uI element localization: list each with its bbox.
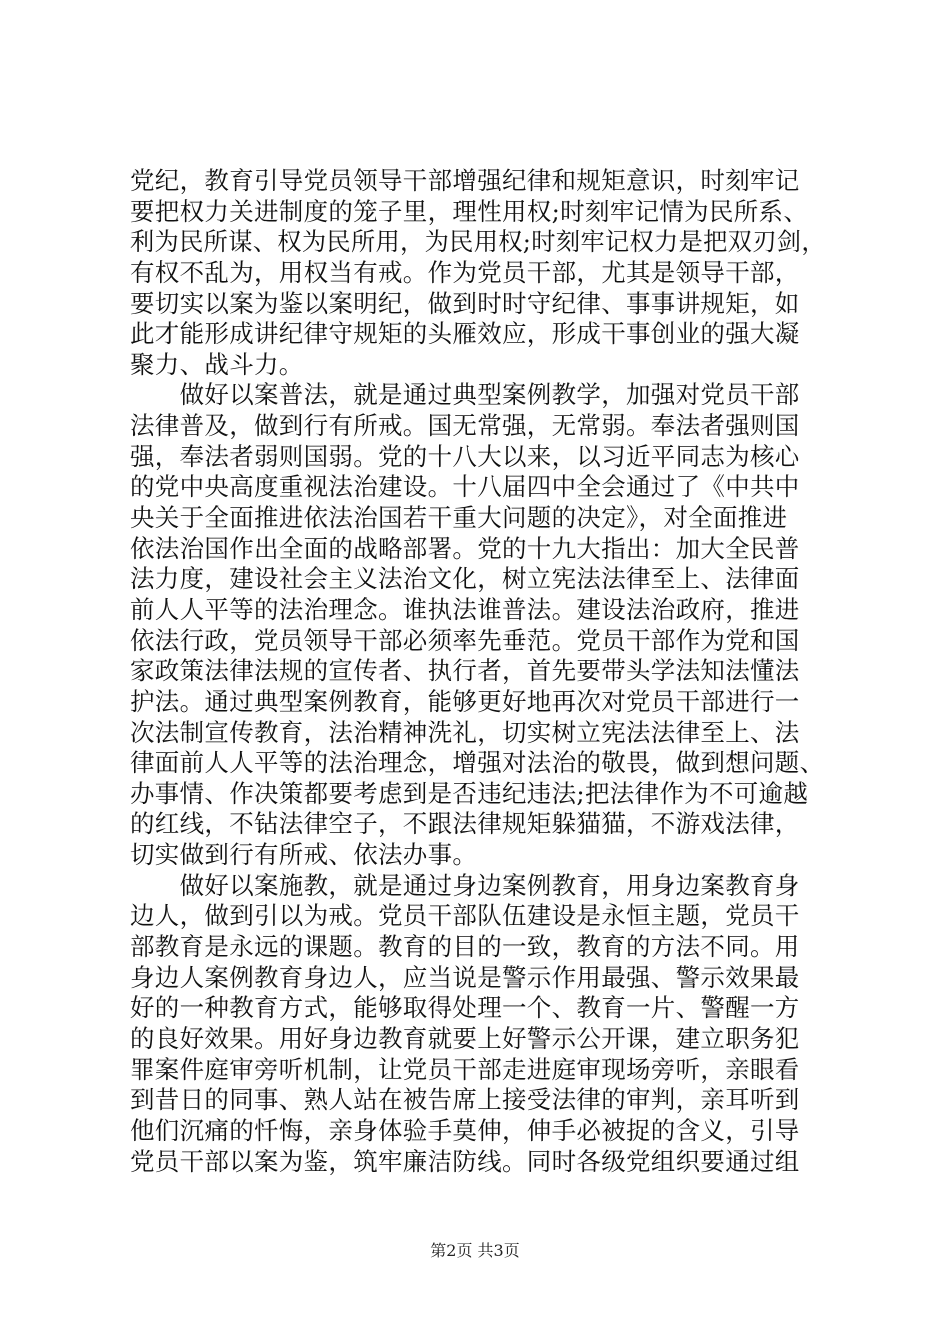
text-line: 律面前人人平等的法治理念，增强对法治的敬畏，做到想问题、 — [130, 748, 825, 778]
page-footer: 第2页 共3页 — [430, 1241, 520, 1260]
text-line: 好的一种教育方式，能够取得处理一个、教育一片、警醒一方 — [130, 993, 800, 1023]
body-text — [130, 166, 830, 1177]
text-line: 身边人案例教育身边人，应当说是警示作用最强、警示效果最 — [130, 962, 800, 992]
text-line: 依法行政，党员领导干部必须率先垂范。党员干部作为党和国 — [130, 625, 800, 655]
text-line: 家政策法律法规的宣传者、执行者，首先要带头学法知法懂法 — [130, 656, 800, 686]
text-line: 依法治国作出全面的战略部署。党的十九大指出：加大全民普 — [130, 533, 800, 563]
text-line: 办事情、作决策都要考虑到是否违纪违法;把法律作为不可逾越 — [130, 778, 809, 808]
text-line: 部教育是永远的课题。教育的目的一致，教育的方法不同。用 — [130, 932, 800, 962]
text-line: 罪案件庭审旁听机制，让党员干部走进庭审现场旁听，亲眼看 — [130, 1054, 800, 1084]
text-line: 法力度，建设社会主义法治文化，树立宪法法律至上、法律面 — [130, 564, 800, 594]
text-line: 的党中央高度重视法治建设。十八届四中全会通过了《中共中 — [130, 472, 800, 502]
text-line: 他们沉痛的忏悔，亲身体验手莫伸，伸手必被捉的含义，引导 — [130, 1115, 800, 1145]
text-line: 此才能形成讲纪律守规矩的头雁效应，形成干事创业的强大凝 — [130, 319, 800, 349]
text-line: 党纪，教育引导党员领导干部增强纪律和规矩意识，时刻牢记 — [130, 166, 800, 195]
text-line: 的红线，不钻法律空子，不跟法律规矩躲猫猫，不游戏法律， — [130, 809, 800, 839]
text-line: 央关于全面推进依法治国若干重大问题的决定》，对全面推进 — [130, 503, 788, 533]
text-line: 次法制宣传教育，法治精神洗礼，切实树立宪法法律至上、法 — [130, 717, 800, 747]
text-line: 强，奉法者弱则国弱。党的十八大以来，以习近平同志为核心 — [130, 441, 800, 471]
text-line: 做好以案施教，就是通过身边案例教育，用身边案教育身 — [130, 870, 800, 900]
text-line: 聚力、战斗力。 — [130, 349, 304, 379]
text-line: 的良好效果。用好身边教育就要上好警示公开课，建立职务犯 — [130, 1023, 800, 1053]
text-line: 护法。通过典型案例教育，能够更好地再次对党员干部进行一 — [130, 686, 800, 716]
text-line: 边人，做到引以为戒。党员干部队伍建设是永恒主题，党员干 — [130, 901, 800, 931]
text-line: 前人人平等的法治理念。谁执法谁普法。建设法治政府，推进 — [130, 594, 800, 624]
text-line: 做好以案普法，就是通过典型案例教学，加强对党员干部 — [130, 380, 800, 410]
text-line: 要把权力关进制度的笼子里，理性用权;时刻牢记情为民所系、 — [130, 196, 809, 226]
text-line: 有权不乱为，用权当有戒。作为党员干部，尤其是领导干部， — [130, 257, 800, 287]
text-line: 党员干部以案为鉴，筑牢廉洁防线。同时各级党组织要通过组 — [130, 1146, 800, 1176]
text-line: 切实做到行有所戒、依法办事。 — [130, 840, 478, 870]
text-line: 到昔日的同事、熟人站在被告席上接受法律的审判，亲耳听到 — [130, 1085, 800, 1115]
text-line: 法律普及，做到行有所戒。国无常强，无常弱。奉法者强则国 — [130, 411, 800, 441]
text-line: 利为民所谋、权为民所用，为民用权;时刻牢记权力是把双刃剑， — [130, 227, 826, 257]
text-line: 要切实以案为鉴以案明纪，做到时时守纪律、事事讲规矩，如 — [130, 288, 800, 318]
